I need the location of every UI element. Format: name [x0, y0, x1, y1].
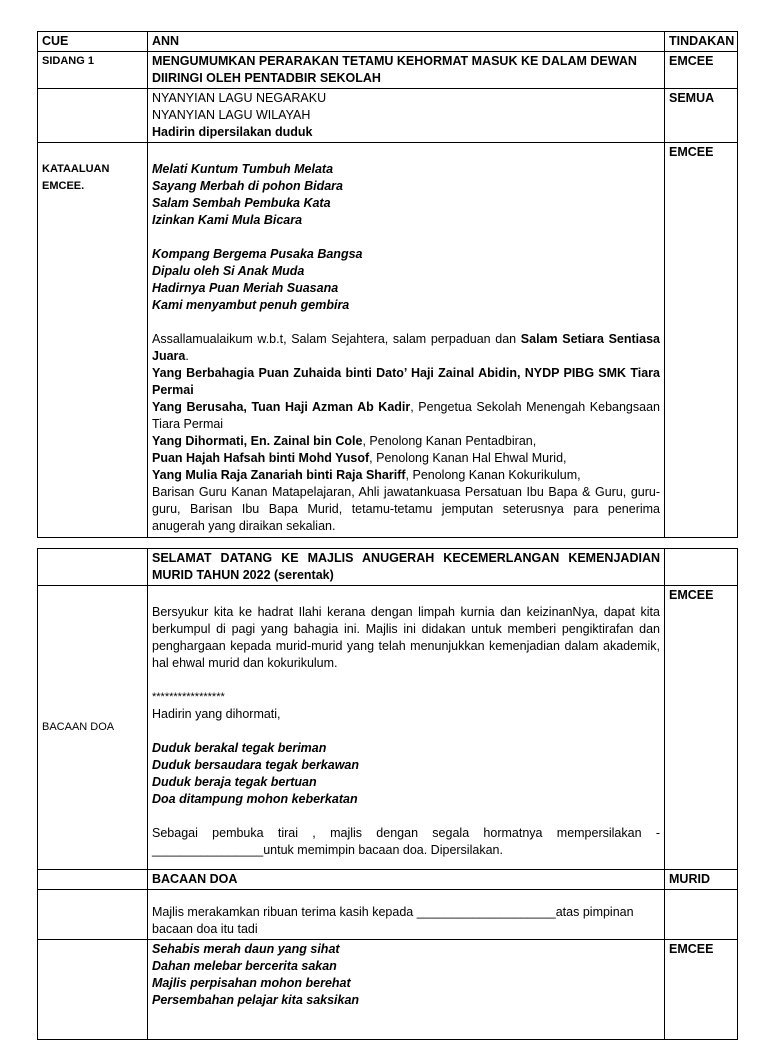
pantun-line: Duduk bersaudara tegak berkawan: [152, 758, 360, 772]
pantun-line: Kompang Bergema Pusaka Bangsa: [152, 247, 363, 261]
tindakan-cell: MURID: [665, 870, 738, 890]
cue-cell: [38, 89, 148, 143]
pantun-line: Persembahan pelajar kita saksikan: [152, 993, 360, 1007]
pantun-line: Dipalu oleh Si Anak Muda: [152, 264, 305, 278]
program-table-2: [37, 548, 738, 1040]
pantun-line: Sehabis merah daun yang sihat: [152, 942, 340, 956]
cue-cell: KATAALUAN EMCEE.: [38, 143, 148, 538]
table-row: [38, 586, 738, 870]
guest-line: Yang Mulia Raja Zanariah binti Raja Shariff, Penolong Kanan Kokurikulum,: [152, 468, 581, 482]
tindakan-cell: EMCEE: [665, 586, 738, 870]
guest-line: Puan Hajah Hafsah binti Mohd Yusof, Penolong Kanan Hal Ehwal Murid,: [152, 451, 567, 465]
pantun-line: Kami menyambut penuh gembira: [152, 298, 350, 312]
pantun-line: Duduk berakal tegak beriman: [152, 741, 327, 755]
tindakan-cell: SEMUA: [665, 89, 738, 143]
salam-paragraph: Assallamualaikum w.b.t, Salam Sejahtera, salam perpaduan dan Salam Setiara Sentiasa Juara.: [152, 332, 660, 363]
pantun-line: Dahan melebar bercerita sakan: [152, 959, 337, 973]
pantun-line: Izinkan Kami Mula Bicara: [152, 213, 303, 227]
cue-cell: [38, 890, 148, 940]
pantun-line: Doa ditampung mohon keberkatan: [152, 792, 358, 806]
ann-cell: [148, 89, 665, 143]
pantun-line: Duduk beraja tegak bertuan: [152, 775, 317, 789]
pantun-line: Sayang Merbah di pohon Bidara: [152, 179, 343, 193]
ann-cell: [148, 890, 665, 940]
guest-line: Yang Berusaha, Tuan Haji Azman Ab Kadir, Pengetua Sekolah Menengah Kebangsaan Tiara Permai: [152, 400, 660, 431]
ann-cell: SELAMAT DATANG KE MAJLIS ANUGERAH KECEMERLANGAN KEMENJADIAN MURID TAHUN 2022 (serentak): [148, 549, 665, 586]
cue-cell: [38, 549, 148, 586]
cue-cell: [38, 870, 148, 890]
program-table-1: [37, 31, 738, 538]
header-cue: CUE: [38, 32, 148, 52]
tindakan-cell: EMCEE: [665, 940, 738, 1040]
pantun-line: Majlis perpisahan mohon berehat: [152, 976, 351, 990]
table-row: [38, 89, 738, 143]
tindakan-cell: EMCEE: [665, 143, 738, 538]
header-ann: ANN: [148, 32, 665, 52]
table-header-row: [38, 32, 738, 52]
cue-cell: BACAAN DOA: [38, 586, 148, 870]
table-row: [38, 870, 738, 890]
ann-cell: [148, 143, 665, 538]
anthem-line: NYANYIAN LAGU WILAYAH: [152, 108, 311, 122]
guest-line: Yang Dihormati, En. Zainal bin Cole, Penolong Kanan Pentadbiran,: [152, 434, 537, 448]
thanks-paragraph: Majlis merakamkan ribuan terima kasih kepada ____________________atas pimpinan bacaan doa itu tadi: [152, 905, 634, 936]
greeting-line: Hadirin yang dihormati,: [152, 707, 281, 721]
ann-cell: [148, 586, 665, 870]
cue-cell: [38, 940, 148, 1040]
pantun-line: Salam Sembah Pembuka Kata: [152, 196, 331, 210]
closing-paragraph: Barisan Guru Kanan Matapelajaran, Ahli jawatankuasa Persatuan Ibu Bapa & Guru, guru-guru, Barisan Ibu Bapa Murid, tetamu-tetamu jemputan seterusnya para penerima anugerah yang diraikan sekalian.: [152, 485, 660, 533]
table-row: [38, 940, 738, 1040]
invite-paragraph: Sebagai pembuka tirai , majlis dengan segala hormatnya mempersilakan - ________________untuk memimpin bacaan doa. Dipersilakan.: [152, 826, 660, 857]
table-row: [38, 52, 738, 89]
guest-line: Yang Berbahagia Puan Zuhaida binti Dato’ Haji Zainal Abidin, NYDP PIBG SMK Tiara Permai: [152, 366, 660, 397]
pantun-line: Hadirnya Puan Meriah Suasana: [152, 281, 339, 295]
anthem-line: NYANYIAN LAGU NEGARAKU: [152, 91, 327, 105]
table-row: [38, 549, 738, 586]
instruction-line: Hadirin dipersilakan duduk: [152, 125, 313, 139]
table-row: [38, 890, 738, 940]
tindakan-cell: [665, 890, 738, 940]
ann-cell: BACAAN DOA: [148, 870, 665, 890]
pantun-line: Melati Kuntum Tumbuh Melata: [152, 162, 334, 176]
cue-cell: SIDANG 1: [38, 52, 148, 89]
separator-stars: *****************: [152, 691, 225, 703]
table-row: [38, 143, 738, 538]
tindakan-cell: EMCEE: [665, 52, 738, 89]
header-tindakan: TINDAKAN: [665, 32, 738, 52]
tindakan-cell: [665, 549, 738, 586]
ann-cell: [148, 940, 665, 1040]
intro-paragraph: Bersyukur kita ke hadrat Ilahi kerana dengan limpah kurnia dan keizinanNya, dapat kita berkumpul di pagi yang bahagia ini. Majlis ini didakan untuk memberi pengiktirafan dan penghargaan kepada murid-murid yang telah menunjukkan kemenjadian dalam akademik, hal ehwal murid dan kokurikulum.: [152, 605, 660, 670]
ann-cell: MENGUMUMKAN PERARAKAN TETAMU KEHORMAT MASUK KE DALAM DEWAN DIIRINGI OLEH PENTADBIR SEKOLAH: [148, 52, 665, 89]
